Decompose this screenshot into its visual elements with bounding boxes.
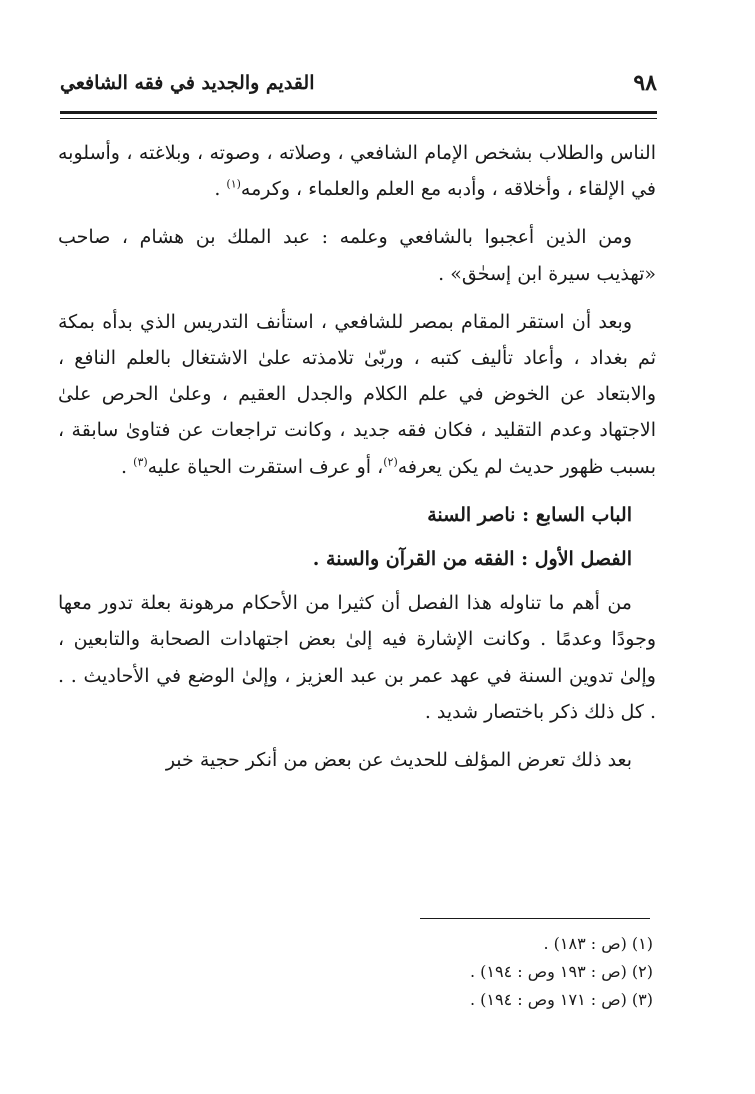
footnote-ref-1: (١) <box>226 177 241 191</box>
footnote-1: (١) (ص : ١٨٣) . <box>543 934 653 953</box>
paragraph-4: من أهم ما تناوله هذا الفصل أن كثيرا من الأحكام مرهونة بعلة تدور معها وجودًا وعدمًا . وكانت الإشارة فيه إلىٰ بعض اجتهادات الصحابة والتابعين ، وإلىٰ تدوين السنة في عهد عمر بن عبد العزيز ، وإلىٰ الوضع في الأحاديث . . . كل ذلك ذكر باختصار شديد . <box>58 592 656 723</box>
paragraph-1 <box>58 135 656 207</box>
running-header <box>60 70 657 110</box>
header-rule-thick <box>60 111 657 114</box>
footnote-3: (٣) (ص : ١٧١ وص : ١٩٤) . <box>469 990 653 1009</box>
paragraph-1-text: الناس والطلاب بشخص الإمام الشافعي ، وصلاته ، وصوته ، وبلاغته ، وأسلوبه في الإلقاء ، وأخلاقه ، وأدبه مع العلم والعلماء ، وكرمه <box>58 142 656 201</box>
paragraph-2: ومن الذين أعجبوا بالشافعي وعلمه : عبد الملك بن هشام ، صاحب «تهذيب سيرة ابن إسحٰق» . <box>58 226 656 285</box>
chapter-heading: الباب السابع : ناصر السنة <box>427 503 632 526</box>
running-title: القديم والجديد في فقه الشافعي <box>60 72 315 94</box>
header-rule-thin <box>60 118 657 119</box>
section-heading: الفصل الأول : الفقه من القرآن والسنة . <box>312 548 632 571</box>
footnote-ref-3: (٣) <box>133 455 148 469</box>
paragraph-3-text: وبعد أن استقر المقام بمصر للشافعي ، استأنف التدريس الذي بدأه بمكة ثم بغداد ، وأعاد تأليف كتبه ، وربّىٰ تلامذته علىٰ الاشتغال بالعلم النافع ، والابتعاد عن الخوض في علم الكلام والجدل العقيم ، وعلىٰ الحرص علىٰ الاجتهاد وعدم التقليد ، فكان فقه جديد ، وكانت تراجعات عن فتاوىٰ سابقة ، بسبب ظهور حديث لم يكن يعرفه <box>58 310 656 478</box>
page-number: ٩٨ <box>633 70 657 96</box>
paragraph-3-text-b: ، أو عرف استقرت الحياة عليه <box>147 455 384 478</box>
footnote-ref-2: (٢) <box>383 455 398 469</box>
main-text <box>58 135 656 790</box>
paragraph-5: بعد ذلك تعرض المؤلف للحديث عن بعض من أنكر حجية خبر <box>165 749 632 772</box>
footnote-separator <box>420 918 650 919</box>
paragraph-1-end: . <box>214 178 227 201</box>
paragraph-3-end: . <box>121 455 134 478</box>
footnotes <box>253 930 653 1014</box>
footnote-2: (٢) (ص : ١٩٣ وص : ١٩٤) . <box>469 962 653 981</box>
paragraph-3 <box>58 304 656 485</box>
